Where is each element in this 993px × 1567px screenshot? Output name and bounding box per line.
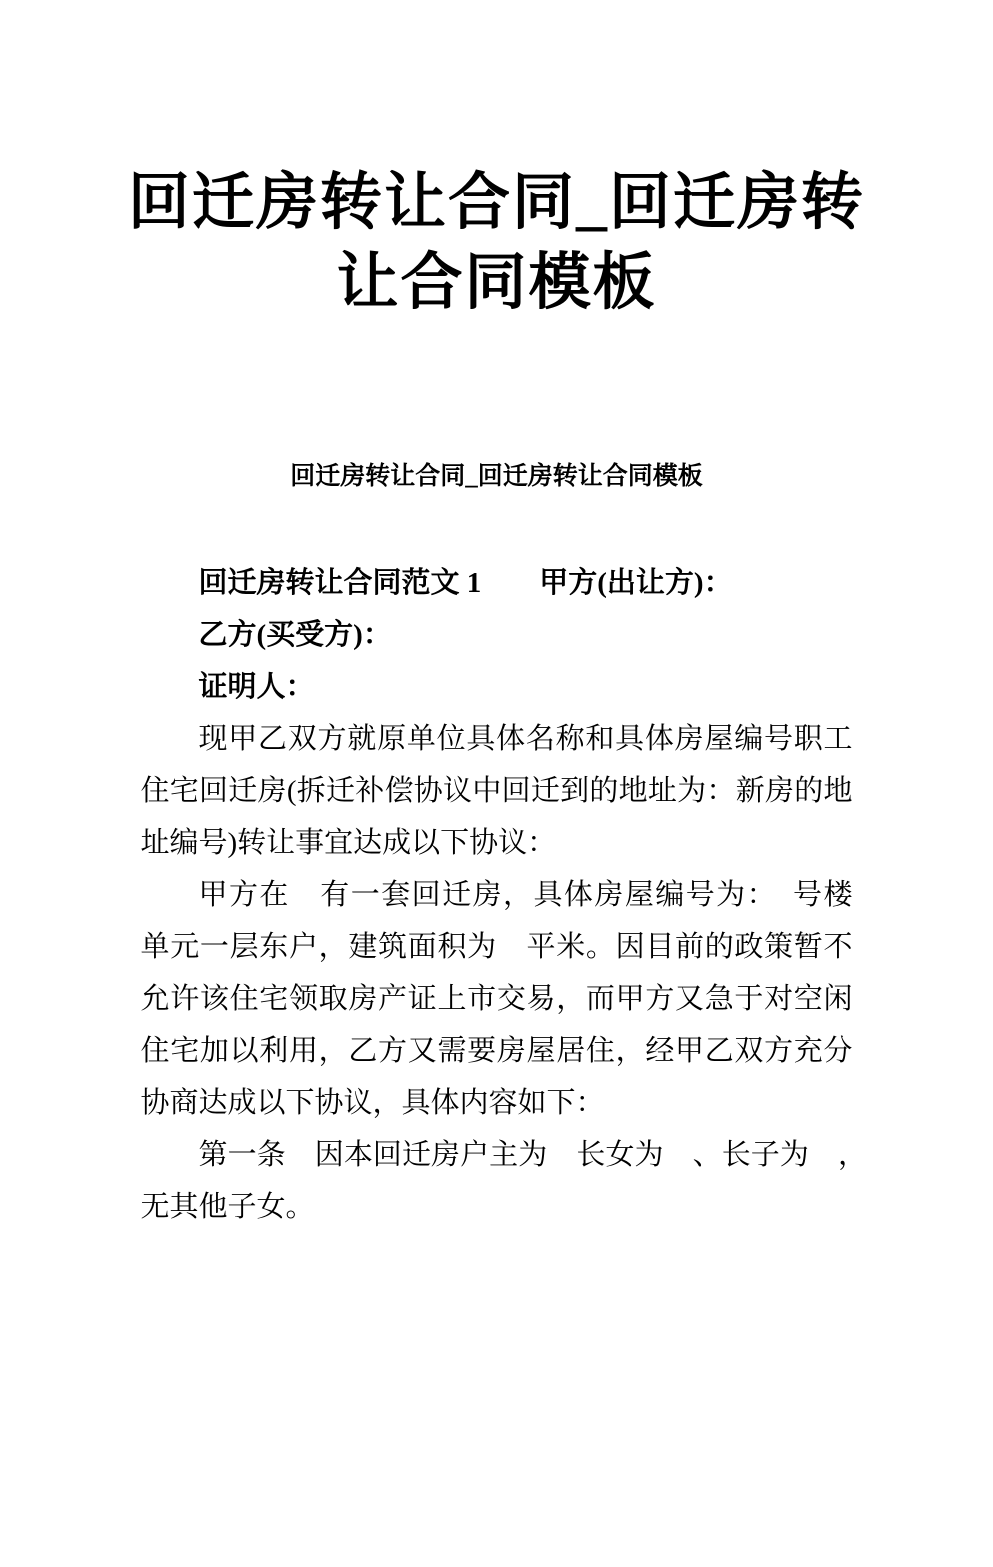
document-subtitle: 回迁房转让合同_回迁房转让合同模板 <box>290 463 703 490</box>
document-body <box>140 557 882 1233</box>
document-title: 回迁房转让合同_回迁房转让合同模板 <box>127 169 865 317</box>
paragraph-witness: 证明人： <box>198 671 315 703</box>
paragraph-heading-party-a: 回迁房转让合同范文 1 甲方(出让方)： <box>198 567 733 599</box>
paragraph-property-description: 甲方在 有一套回迁房，具体房屋编号为： 号楼 单元一层东户，建筑面积为 平米。因目前的政策暂不允许该住宅领取房产证上市交易，而甲方又急于对空闲住宅加以利用，乙方又需要房屋居住，经甲乙双方充分协商达成以下协议，具体内容如下： <box>140 879 882 1119</box>
paragraph-preamble: 现甲乙双方就原单位具体名称和具体房屋编号职工住宅回迁房(拆迁补偿协议中回迁到的地址为：新房的地址编号)转让事宜达成以下协议： <box>140 723 853 859</box>
document-page <box>0 163 993 1567</box>
paragraph-article-1: 第一条 因本回迁房户主为 长女为 、长子为 ， 无其他子女。 <box>140 1139 882 1223</box>
paragraph-party-b: 乙方(买受方)： <box>198 619 392 651</box>
